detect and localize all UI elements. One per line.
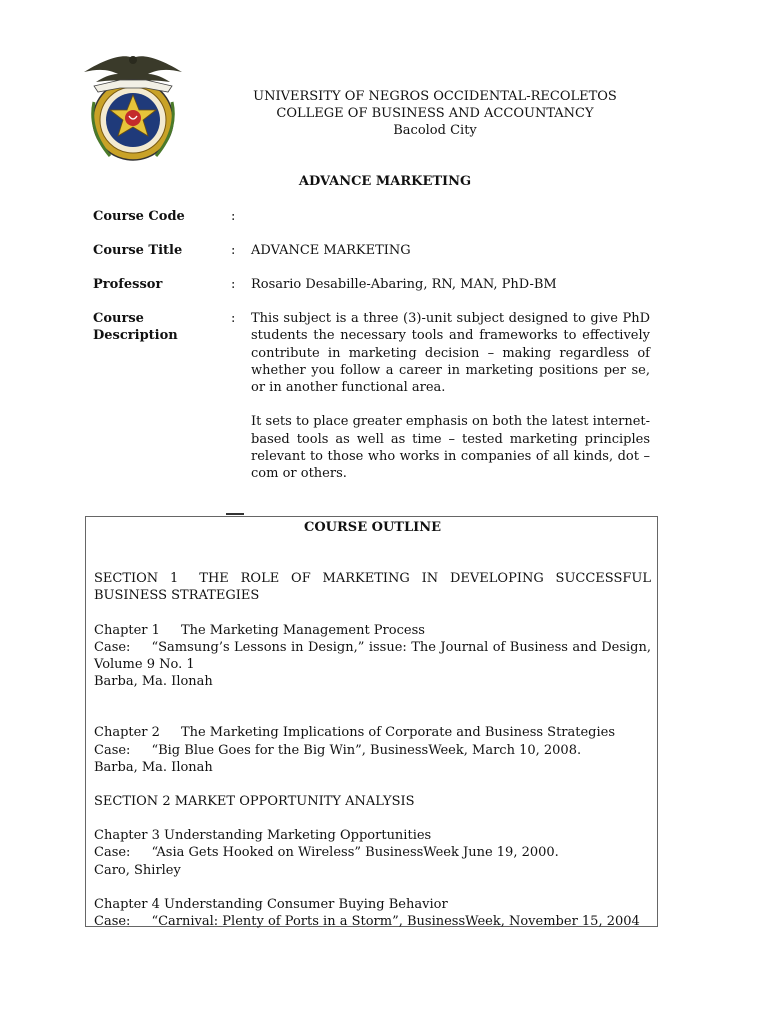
document-title: ADVANCE MARKETING: [298, 174, 472, 189]
description-paragraph-2: It sets to place greater emphasis on both the latest internet-based tools as well as time – tested marketing principles relevant to those who works in companies of all kinds, dot – com or others.: [251, 414, 650, 482]
chapter-1-case-text: “Samsung’s Lessons in Design,” issue: The Journal of Business and Design, Volume 9 No. 1: [94, 639, 651, 673]
chapter-3-case-text: “Asia Gets Hooked on Wireless” BusinessWeek June 19, 2000.: [151, 845, 559, 861]
section-1-heading: [94, 570, 651, 604]
colon: :: [231, 209, 236, 224]
college-name: COLLEGE OF BUSINESS AND ACCOUNTANCY: [276, 106, 594, 121]
chapter-4-case: [94, 913, 651, 930]
chapter-2-case-text: “Big Blue Goes for the Big Win”, BusinessWeek, March 10, 2008.: [151, 742, 582, 758]
course-title-value: ADVANCE MARKETING: [251, 243, 411, 258]
chapter-1-title: The Marketing Management Process: [180, 622, 425, 638]
section-1-title: THE ROLE OF MARKETING IN DEVELOPING SUCCESSFUL BUSINESS STRATEGIES: [94, 571, 651, 604]
case-label: Case:: [94, 742, 131, 758]
course-outline-title: COURSE OUTLINE: [304, 520, 441, 535]
chapter-1-number: Chapter 1: [94, 622, 160, 638]
professor-label: Professor: [93, 277, 163, 292]
description-paragraph-1: This subject is a three (3)-unit subject designed to give PhD students the necessary tools and frameworks to effectively contribute in marketing decision – making regardless of whether you follow a career in marketing positions per se, or in another functional area.: [251, 311, 650, 396]
professor-value: Rosario Desabille-Abaring, RN, MAN, PhD-BM: [251, 277, 557, 292]
chapter-2-heading: [94, 724, 651, 741]
chapter-4-heading: Chapter 4 Understanding Consumer Buying Behavior: [94, 896, 448, 912]
course-outline-content: [94, 517, 651, 930]
chapter-3-case: [94, 844, 651, 861]
course-description: [251, 310, 650, 483]
course-outline-box: [85, 516, 658, 930]
section-1-number: SECTION 1: [94, 571, 179, 587]
course-title-label: Course Title: [93, 243, 183, 258]
university-seal-logo: [80, 50, 186, 168]
colon: :: [231, 243, 236, 258]
section-2-heading: SECTION 2 MARKET OPPORTUNITY ANALYSIS: [94, 794, 415, 810]
divider-mark: [226, 513, 244, 515]
course-code-label: Course Code: [93, 209, 185, 224]
chapter-1-heading: [94, 622, 651, 639]
case-label: Case:: [94, 845, 131, 861]
description-label-line1: Course: [93, 311, 144, 326]
chapter-4-case-text: “Carnival: Plenty of Ports in a Storm”, BusinessWeek, November 15, 2004: [151, 914, 640, 930]
chapter-2-number: Chapter 2: [94, 725, 160, 741]
chapter-1-author: Barba, Ma. Ilonah: [94, 674, 213, 690]
chapter-2-author: Barba, Ma. Ilonah: [94, 759, 213, 775]
chapter-3-heading: Chapter 3 Understanding Marketing Opportunities: [94, 828, 432, 844]
chapter-2-case: [94, 742, 651, 759]
chapter-1-case: [94, 639, 651, 673]
chapter-2-title: The Marketing Implications of Corporate and Business Strategies: [180, 725, 616, 741]
case-label: Case:: [94, 914, 131, 930]
chapter-3-author: Caro, Shirley: [94, 862, 181, 878]
city-name: Bacolod City: [393, 123, 477, 138]
description-label-line2: Description: [93, 328, 178, 343]
case-label: Case:: [94, 639, 131, 655]
colon: :: [231, 311, 236, 326]
colon: :: [231, 277, 236, 292]
university-name: UNIVERSITY OF NEGROS OCCIDENTAL-RECOLETOS: [253, 89, 617, 104]
